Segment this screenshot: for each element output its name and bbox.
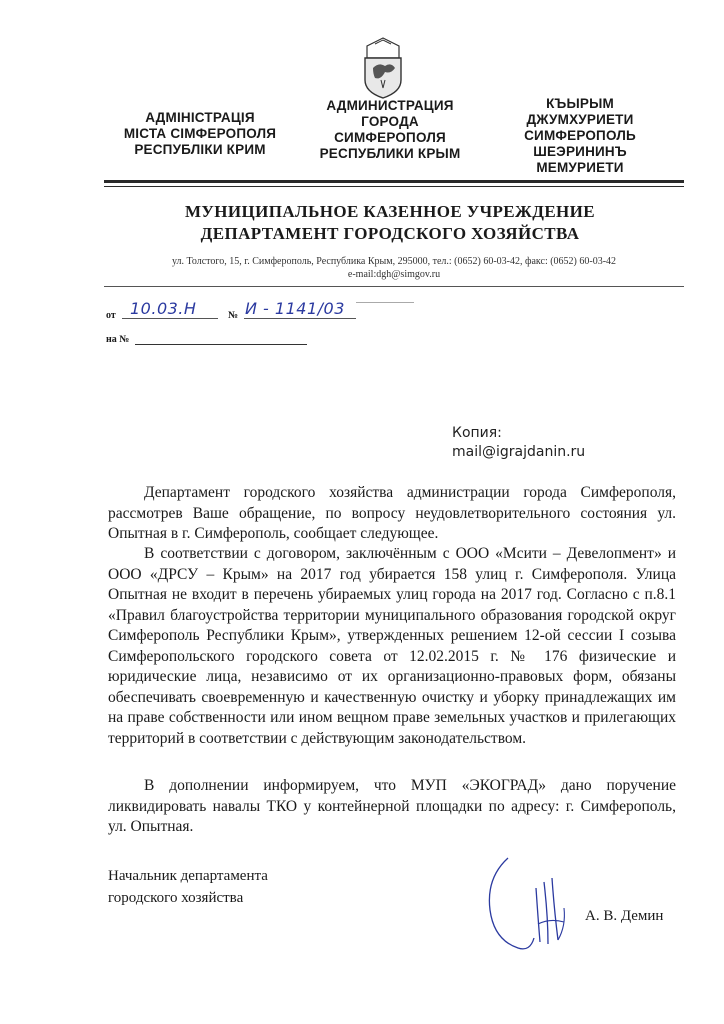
header-center-line: РЕСПУБЛИКИ КРЫМ — [319, 146, 461, 161]
header-left-line: МІСТА СІМФЕРОПОЛЯ — [123, 126, 277, 141]
organization-department: ДЕПАРТАМЕНТ ГОРОДСКОГО ХОЗЯЙСТВА — [200, 224, 580, 243]
body-paragraph-2: В соответствии с договором, заключённым с ООО «Мсити – Девелопмент» и ООО «ДРСУ – Крым» на 2017 год убирается 158 улиц г. Симферополя. Улица Опытная не входит в перечень убираемых улиц города на 2017 год. Согласно с п.8.1 «Правил благоустройства территории муниципального образования городской округ Симферополь Республики Крым», утвержденных решением 12-ой сессии I созыва Симферопольского городского совета от 12.02.2015 г. № 176 физические и юридические лица, независимо от их организационно-правовых форм, обязаны обеспечивать своевременную и качественную очистку и уборку принадлежащих им на праве собственности или ином вещном праве земельных участков и прилегающих территорий в соответствии с действующим законодательством. — [108, 545, 676, 747]
contacts-email: e-mail:dgh@simgov.ru — [347, 269, 441, 280]
reply-to-label: на № — [106, 334, 130, 345]
body-paragraph-1: Департамент городского хозяйства администрации города Симферополя, рассмотрев Ваше обращение, по вопросу неудовлетворительного состояния ул. Опытная в г. Симферополь, сообщает следующее. — [108, 484, 676, 542]
reply-to-blank — [135, 344, 307, 345]
number-label: № — [228, 310, 239, 321]
header-right — [500, 96, 660, 176]
header-center-line: АДМИНИСТРАЦИЯ — [326, 98, 454, 113]
signatory-title-line: Начальник департамента — [108, 868, 268, 884]
contacts-divider — [104, 286, 684, 287]
header-right-line: МЕМУРИЕТИ — [536, 160, 624, 175]
header-center-line: ГОРОДА — [361, 114, 419, 129]
header-right-line: ШЕЭРИНИНЪ — [533, 144, 627, 159]
header-right-line: СИМФЕРОПОЛЬ — [524, 128, 636, 143]
header-left — [110, 110, 290, 158]
handwritten-signature — [478, 848, 588, 960]
signatory-name: А. В. Демин — [585, 908, 664, 924]
header-divider-thick — [104, 180, 684, 183]
coat-of-arms-icon — [355, 36, 411, 100]
header-left-line: АДМІНІСТРАЦІЯ — [145, 110, 255, 125]
header-center-line: СИМФЕРОПОЛЯ — [334, 130, 446, 145]
contacts-address: ул. Толстого, 15, г. Симферополь, Республика Крым, 295000, тел.: (0652) 60-03-42, факс: (0652) 60-03-42 — [171, 256, 617, 267]
number-underline — [244, 318, 356, 319]
letter-number: И - 1141/03 — [245, 299, 345, 318]
organization-name: МУНИЦИПАЛЬНОЕ КАЗЕННОЕ УЧРЕЖДЕНИЕ — [184, 202, 596, 221]
header-right-line: КЪЫРЫМ — [546, 96, 614, 111]
header-divider-thin — [104, 186, 684, 187]
from-label: от — [106, 310, 116, 321]
ref-divider — [356, 302, 414, 303]
body-paragraph-3: В дополнении информируем, что МУП «ЭКОГРАД» дано поручение ликвидировать навалы ТКО у контейнерной площадки по адресу: г. Симферополь, ул. Опытная. — [108, 777, 676, 835]
signatory-title — [108, 865, 268, 909]
copy-label: Копия: — [452, 425, 502, 441]
letter-date: 10.03.Н — [130, 299, 197, 318]
copy-email: mail@igrajdanin.ru — [452, 444, 586, 460]
header-left-line: РЕСПУБЛІКИ КРИМ — [134, 142, 266, 157]
date-underline — [122, 318, 218, 319]
header-center — [300, 98, 480, 162]
header-right-line: ДЖУМХУРИЕТИ — [526, 112, 634, 127]
signatory-title-line: городского хозяйства — [108, 890, 244, 906]
